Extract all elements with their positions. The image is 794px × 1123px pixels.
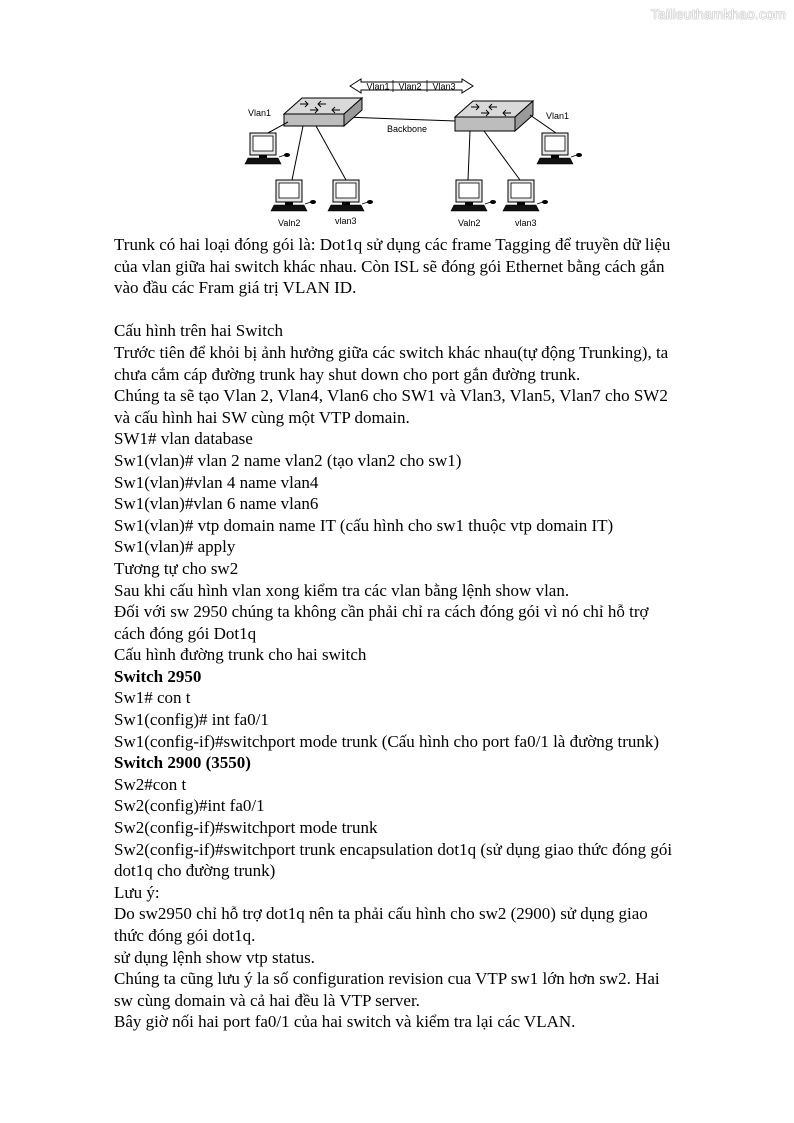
blank-line — [114, 299, 734, 321]
left-vlan1-label: Vlan1 — [248, 108, 272, 118]
text-line: Tương tự cho sw2 — [114, 558, 239, 578]
switch-2950-heading: Switch 2950 — [114, 666, 202, 686]
pc-right-vlan2 — [451, 180, 496, 211]
pc-left-vlan2 — [271, 180, 316, 211]
text-line: sử dụng lệnh show vtp status. — [114, 947, 315, 967]
command-line: Sw1(config)# int fa0/1 — [114, 710, 269, 730]
command-line: Sw1(vlan)# vlan 2 name vlan2 (tạo vlan2 cho sw1) — [114, 450, 462, 470]
command-line: Sw1(vlan)# vtp domain name IT (cấu hình cho sw1 thuộc vtp domain IT) — [114, 515, 614, 535]
command-line: Sw1(vlan)#vlan 4 name vlan4 — [114, 472, 319, 492]
vlan-trunk-diagram — [0, 0, 794, 234]
command-line: Sw1(vlan)#vlan 6 name vlan6 — [114, 494, 319, 514]
pc-left-vlan1 — [245, 133, 290, 164]
command-line: Sw2(config-if)#switchport mode trunk — [114, 818, 378, 838]
document-body — [114, 234, 734, 1033]
watermark: Tailieuthamkhao.com — [650, 6, 786, 22]
backbone-link — [344, 117, 456, 121]
command-line: SW1# vlan database — [114, 429, 253, 449]
text-line: thức đóng gói dot1q. — [114, 926, 256, 945]
text-line: Bây giờ nối hai port fa0/1 của hai switch và kiểm tra lại các VLAN. — [114, 1012, 576, 1032]
pc-right-vlan3 — [503, 180, 548, 211]
right-vlan1-label: Vlan1 — [546, 111, 570, 121]
trunk-label-vlan1: Vlan1 — [366, 81, 390, 92]
text-line: Chúng ta sẽ tạo Vlan 2, Vlan4, Vlan6 cho SW1 và Vlan3, Vlan5, Vlan7 cho SW2 — [114, 386, 668, 406]
pc-left-vlan3 — [328, 180, 373, 211]
text-line: chưa cắm cáp đường trunk hay shut down cho port gắn đường trunk. — [114, 364, 581, 384]
text-line: Do sw2950 chỉ hỗ trợ dot1q nên ta phải cấu hình cho sw2 (2900) sử dụng giao — [114, 904, 648, 924]
text-line: của vlan giữa hai switch khác nhau. Còn ISL sẽ đóng gói Ethernet bằng cách gắn — [114, 256, 665, 276]
trunk-label-vlan3: Vlan3 — [432, 81, 456, 92]
command-line: Sw1(vlan)# apply — [114, 537, 236, 557]
text-line: Chúng ta cũng lưu ý la số configuration revision cua VTP sw1 lớn hơn sw2. Hai — [114, 969, 660, 989]
trunk-label-vlan2: Vlan2 — [398, 81, 422, 92]
command-line: Sw2(config)#int fa0/1 — [114, 796, 265, 816]
switch-left — [284, 98, 362, 126]
text-line: Trunk có hai loại đóng gói là: Dot1q sử dụng các frame Tagging để truyền dữ liệu — [114, 235, 671, 254]
switch-right — [455, 101, 533, 131]
switch-2900-heading: Switch 2900 (3550) — [114, 753, 251, 773]
text-line: cách đóng gói Dot1q — [114, 623, 257, 643]
command-line: Sw1(config-if)#switchport mode trunk (Cấu hình cho port fa0/1 là đường trunk) — [114, 731, 660, 751]
left-pc-label-vlan2: Valn2 — [278, 218, 301, 228]
command-line: Sw1# con t — [114, 688, 191, 708]
command-line: Sw2#con t — [114, 774, 187, 794]
text-line: sw cùng domain và cả hai đều là VTP server. — [114, 990, 420, 1010]
backbone-label: Backbone — [387, 124, 428, 134]
right-pc-label-vlan3: vlan3 — [515, 218, 537, 228]
text-line: Đối với sw 2950 chúng ta không cần phải chỉ ra cách đóng gói vì nó chỉ hỗ trợ — [114, 602, 649, 622]
pc-right-vlan1 — [537, 133, 582, 164]
command-line: Sw2(config-if)#switchport trunk encapsulation dot1q (sử dụng giao thức đóng gói — [114, 839, 673, 859]
text-line: Trước tiên để khỏi bị ảnh hưởng giữa các switch khác nhau(tự động Trunking), ta — [114, 342, 669, 362]
text-line: vào đầu các Fram giá trị VLAN ID. — [114, 278, 357, 298]
text-line: Sau khi cấu hình vlan xong kiểm tra các vlan bằng lệnh show vlan. — [114, 580, 570, 600]
right-pc-label-vlan2: Valn2 — [458, 218, 481, 228]
trunk-arrow — [350, 79, 473, 93]
text-line: Cấu hình đường trunk cho hai switch — [114, 645, 367, 665]
text-line: dot1q cho đường trunk) — [114, 861, 276, 881]
note-label: Lưu ý: — [114, 882, 160, 902]
left-pc-label-vlan3: vlan3 — [335, 216, 357, 226]
text-line: và cấu hình hai SW cùng một VTP domain. — [114, 407, 410, 427]
section-heading: Cấu hình trên hai Switch — [114, 321, 284, 341]
